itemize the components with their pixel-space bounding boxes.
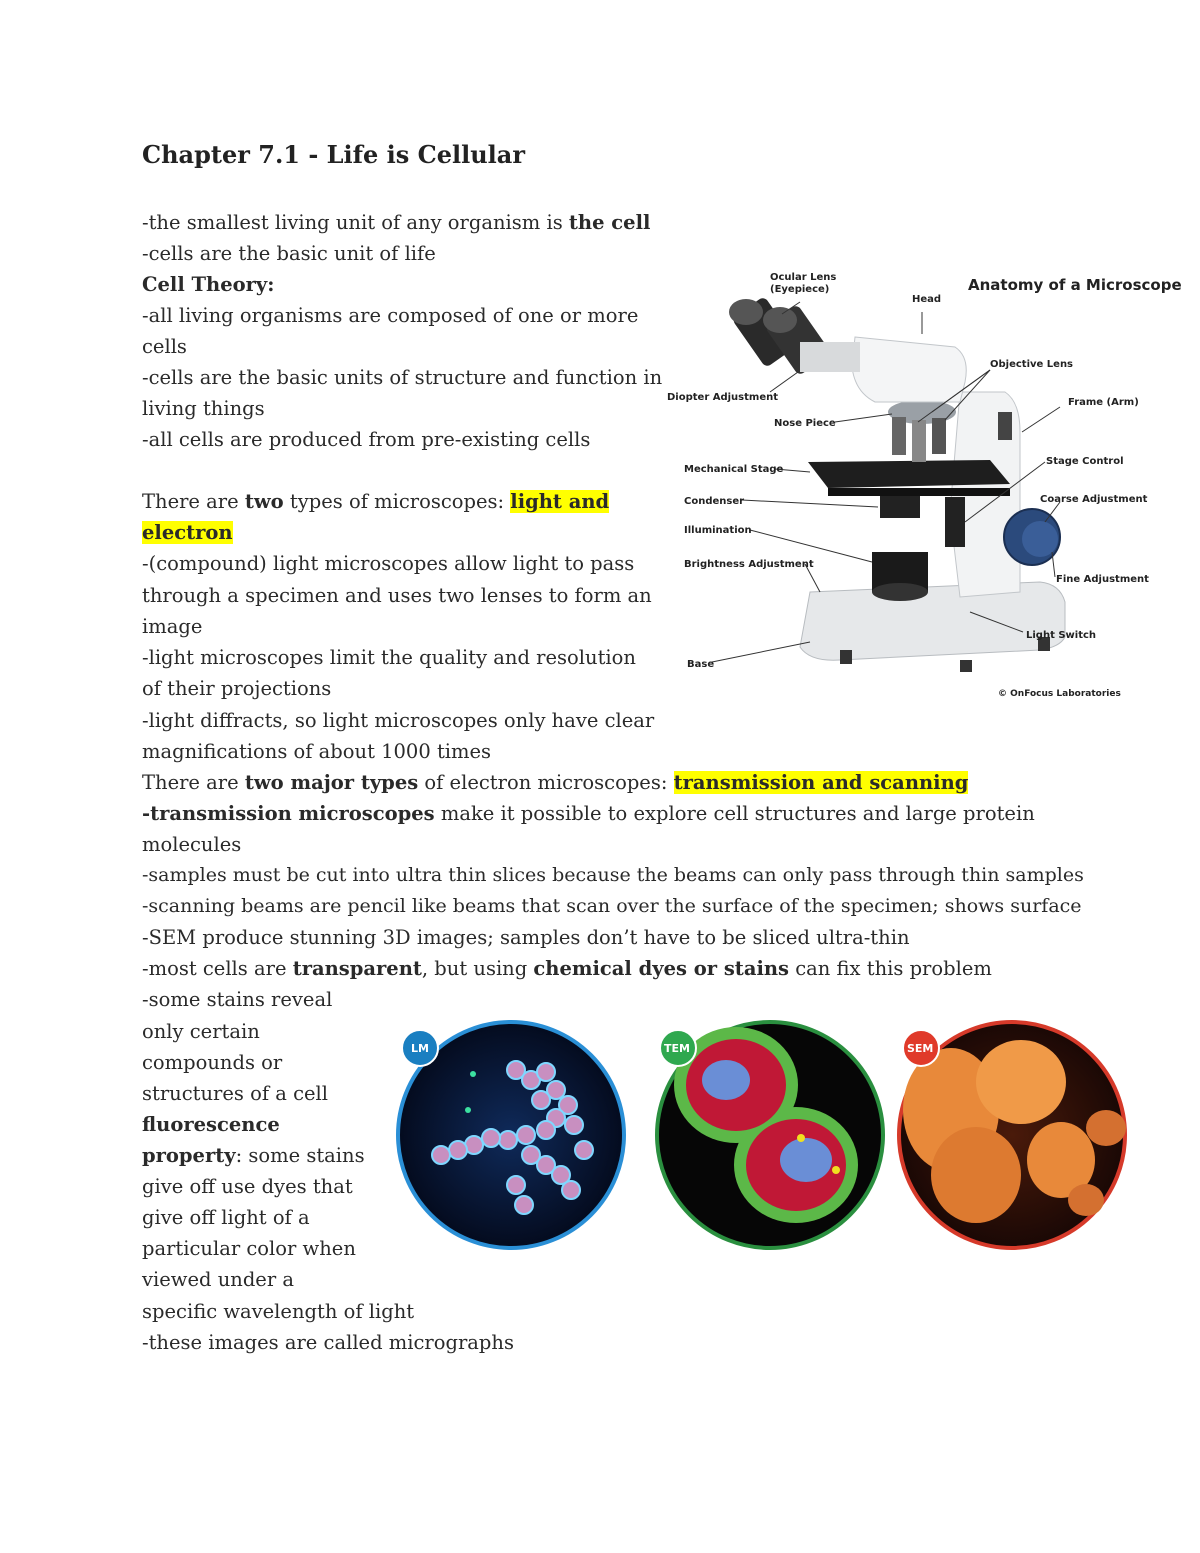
microscopes-line-6: -light microscopes limit the quality and resolution: [142, 646, 636, 669]
electron-line-6: -SEM produce stunning 3D images; samples don’t have to be sliced ultra-thin: [142, 926, 910, 949]
electron-line-5: -scanning beams are pencil like beams that scan over the surface of the specimen; shows surface: [142, 895, 1082, 917]
microscopes-line-4: through a specimen and uses two lenses to form an: [142, 584, 652, 607]
microscopes-line-7: of their projections: [142, 677, 332, 700]
label-fine-adjustment: Fine Adjustment: [1056, 574, 1149, 585]
stains-line-11: specific wavelength of light: [142, 1300, 415, 1323]
page-title: Chapter 7.1 - Life is Cellular: [142, 140, 525, 169]
stains-line-4: structures of a cell: [142, 1082, 329, 1105]
sem-cell-2: [976, 1040, 1066, 1124]
base-foot-left: [840, 650, 852, 664]
label-nose-piece: Nose Piece: [774, 418, 836, 429]
tem-nucleus-top: [702, 1060, 750, 1100]
stains-line-8: give off light of a: [142, 1206, 310, 1229]
label-illumination: Illumination: [684, 525, 752, 536]
micrographs-diagram: [396, 1010, 1166, 1260]
micrographs-figure: [396, 1010, 1166, 1260]
sem-cell-5: [1086, 1110, 1126, 1146]
microscope-anatomy-figure: [660, 262, 1182, 710]
objective-2: [912, 420, 926, 462]
label-objective-lens: Objective Lens: [990, 359, 1074, 370]
label-ocular-lens: Ocular Lens: [770, 272, 837, 283]
label-coarse-adjustment: Coarse Adjustment: [1040, 494, 1148, 505]
microscope-head: [852, 337, 966, 402]
stains-line-10: viewed under a: [142, 1268, 294, 1291]
stains-line-2: only certain: [142, 1020, 260, 1043]
electron-line-1: There are two major types of electron microscopes: transmission and scanning: [142, 771, 969, 794]
fine-knob: [1022, 521, 1058, 557]
label-condenser: Condenser: [684, 496, 745, 507]
arm-badge: [998, 412, 1012, 440]
cell-theory-heading: Cell Theory:: [142, 273, 275, 296]
sem-cell-6: [1068, 1184, 1104, 1216]
lm-micrograph: [398, 1022, 624, 1248]
label-eyepiece: (Eyepiece): [770, 284, 830, 295]
electron-line-2: -transmission microscopes make it possible to explore cell structures and large protein: [142, 802, 1035, 825]
microscope-base: [800, 582, 1065, 660]
tem-yellow-dot-1: [797, 1134, 805, 1142]
cell-theory-p3: -all cells are produced from pre-existing cells: [142, 428, 591, 451]
tem-nucleus-bottom: [780, 1138, 832, 1182]
tem-micrograph: [657, 1022, 883, 1248]
objective-3: [932, 418, 946, 454]
stage-control: [945, 497, 965, 547]
microscopes-line-3: -(compound) light microscopes allow light to pass: [142, 552, 635, 575]
label-base: Base: [687, 659, 715, 670]
microscopes-line-1: There are two types of microscopes: light and: [142, 490, 610, 513]
sem-micrograph: [899, 1022, 1126, 1248]
eyepiece-lens-left: [729, 299, 763, 325]
stage-edge: [828, 488, 1010, 496]
electron-line-3: molecules: [142, 833, 242, 856]
illuminator-ring-bottom: [872, 583, 928, 601]
lm-green-dot-2: [465, 1107, 471, 1113]
tem-yellow-dot-2: [832, 1166, 840, 1174]
cell-theory-p1a: -all living organisms are composed of one or more: [142, 304, 639, 327]
intro-line-2: -cells are the basic unit of life: [142, 242, 436, 265]
electron-line-4: -samples must be cut into ultra thin slices because the beams can only pass through thin samples: [142, 864, 1084, 886]
label-stage-control: Stage Control: [1046, 456, 1124, 467]
microscope-diagram: [660, 262, 1182, 710]
microscopes-line-8: -light diffracts, so light microscopes only have clear: [142, 709, 655, 732]
eyepiece-lens-right: [763, 307, 797, 333]
microscopes-line-9: magnifications of about 1000 times: [142, 740, 492, 763]
label-frame-arm: Frame (Arm): [1068, 397, 1139, 408]
figure-title: Anatomy of a Microscope: [968, 276, 1182, 294]
objective-1: [892, 417, 906, 455]
figure-credit: © OnFocus Laboratories: [998, 689, 1121, 699]
sem-badge-label: SEM: [907, 1042, 934, 1055]
stains-line-6: property: some stains: [142, 1144, 365, 1167]
label-head: Head: [912, 294, 942, 305]
stains-line-1: -some stains reveal: [142, 988, 333, 1011]
label-mechanical-stage: Mechanical Stage: [684, 464, 784, 475]
stains-line-3: compounds or: [142, 1051, 283, 1074]
label-light-switch: Light Switch: [1026, 630, 1097, 641]
condenser: [880, 496, 920, 518]
cell-theory-p1b: cells: [142, 335, 187, 358]
stains-line-5: fluorescence: [142, 1113, 280, 1136]
microscopes-line-2: electron: [142, 521, 233, 544]
electron-line-7: -most cells are transparent, but using chemical dyes or stains can fix this problem: [142, 957, 992, 980]
lm-badge-label: LM: [411, 1042, 429, 1055]
sem-cell-3: [931, 1127, 1021, 1223]
label-diopter-adjustment: Diopter Adjustment: [667, 392, 779, 403]
tem-badge-label: TEM: [664, 1042, 690, 1055]
stains-line-12: -these images are called micrographs: [142, 1331, 514, 1354]
stains-line-7: give off use dyes that: [142, 1175, 353, 1198]
stains-line-9: particular color when: [142, 1237, 356, 1260]
microscopes-line-5: image: [142, 615, 203, 638]
binocular-body: [800, 342, 860, 372]
cell-theory-p2b: living things: [142, 397, 265, 420]
intro-line-1: -the smallest living unit of any organism is the cell: [142, 211, 651, 234]
mechanical-stage: [808, 460, 1010, 488]
base-foot-front: [960, 660, 972, 672]
cell-theory-p2a: -cells are the basic units of structure and function in: [142, 366, 663, 389]
label-brightness-adjustment: Brightness Adjustment: [684, 559, 814, 570]
lm-green-dot-1: [470, 1071, 476, 1077]
